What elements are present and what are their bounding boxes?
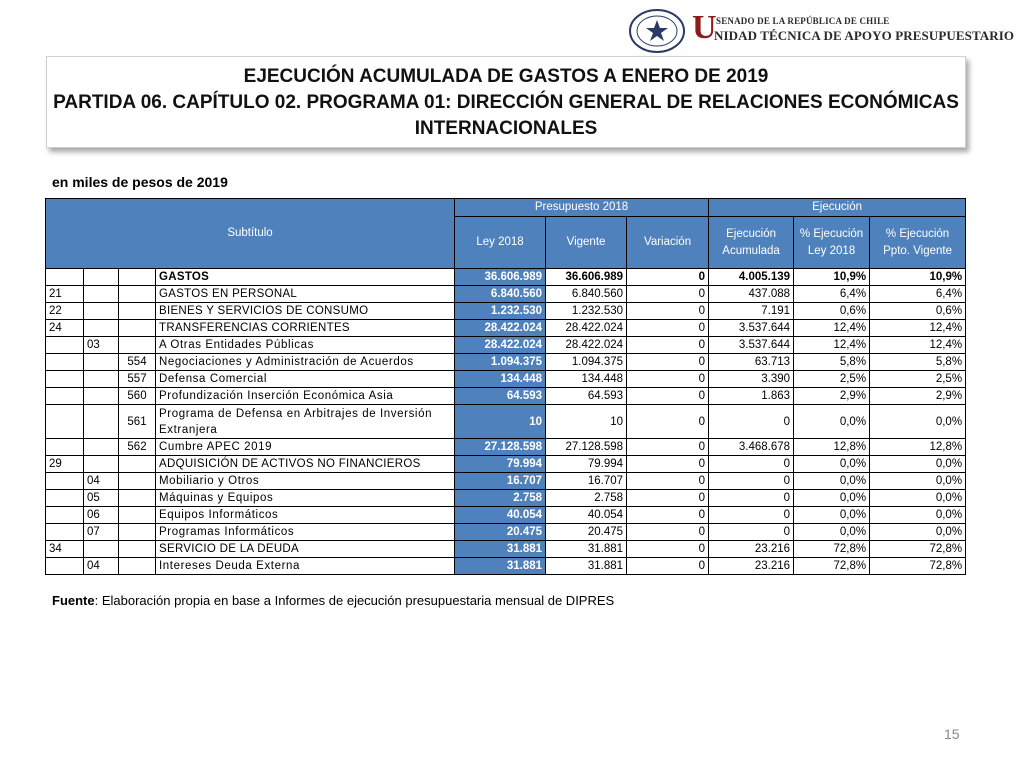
item-cell: 04 [84, 473, 119, 490]
ejecucion-cell: 3.537.644 [709, 320, 794, 337]
source-text: : Elaboración propia en base a Informes de ejecución presupuestaria mensual de DIPRES [94, 593, 615, 608]
pct-ley-cell: 0,0% [794, 473, 870, 490]
pct-vigente-cell: 6,4% [870, 286, 966, 303]
pct-vigente-cell: 72,8% [870, 558, 966, 575]
description-cell: GASTOS [156, 269, 455, 286]
header-subtitulo: Subtítulo [46, 199, 455, 269]
ejecucion-cell: 3.390 [709, 371, 794, 388]
ley-cell: 20.475 [455, 524, 546, 541]
vigente-cell: 134.448 [546, 371, 627, 388]
ley-cell: 79.994 [455, 456, 546, 473]
description-cell: Profundización Inserción Económica Asia [156, 388, 455, 405]
subtitulo-cell [46, 269, 84, 286]
variacion-cell: 0 [627, 269, 709, 286]
subtitulo-cell [46, 558, 84, 575]
subtitulo-cell [46, 439, 84, 456]
source-label: Fuente [52, 593, 95, 608]
variacion-cell: 0 [627, 303, 709, 320]
asignacion-cell [119, 303, 156, 320]
ejecucion-cell: 1.863 [709, 388, 794, 405]
subtitulo-cell [46, 473, 84, 490]
header-ejec-acumulada [709, 217, 794, 269]
vigente-cell: 79.994 [546, 456, 627, 473]
item-cell [84, 405, 119, 439]
ley-cell: 27.128.598 [455, 439, 546, 456]
vigente-cell: 1.232.530 [546, 303, 627, 320]
variacion-cell: 0 [627, 405, 709, 439]
pct-ley-cell: 10,9% [794, 269, 870, 286]
asignacion-cell: 557 [119, 371, 156, 388]
variacion-cell: 0 [627, 490, 709, 507]
ley-cell: 1.094.375 [455, 354, 546, 371]
ley-cell: 10 [455, 405, 546, 439]
ejecucion-cell: 0 [709, 405, 794, 439]
ejecucion-cell: 63.713 [709, 354, 794, 371]
item-cell [84, 269, 119, 286]
header-ley: Ley 2018 [455, 217, 546, 269]
subtitulo-cell: 24 [46, 320, 84, 337]
title-line-2: PARTIDA 06. CAPÍTULO 02. PROGRAMA 01: DIRECCIÓN GENERAL DE RELACIONES ECONÓMICAS [53, 92, 959, 113]
variacion-cell: 0 [627, 320, 709, 337]
brand-initial: U [692, 9, 717, 46]
pct-vigente-cell: 72,8% [870, 541, 966, 558]
variacion-cell: 0 [627, 507, 709, 524]
item-cell [84, 320, 119, 337]
vigente-cell: 6.840.560 [546, 286, 627, 303]
ley-cell: 40.054 [455, 507, 546, 524]
header-pct-ley [794, 217, 870, 269]
variacion-cell: 0 [627, 558, 709, 575]
ejecucion-cell: 7.191 [709, 303, 794, 320]
pct-ley-cell: 12,8% [794, 439, 870, 456]
ley-cell: 28.422.024 [455, 337, 546, 354]
item-cell: 04 [84, 558, 119, 575]
pct-vigente-cell: 0,6% [870, 303, 966, 320]
asignacion-cell [119, 507, 156, 524]
pct-vigente-cell: 2,9% [870, 388, 966, 405]
description-cell: BIENES Y SERVICIOS DE CONSUMO [156, 303, 455, 320]
description-cell: Máquinas y Equipos [156, 490, 455, 507]
asignacion-cell [119, 337, 156, 354]
vigente-cell: 31.881 [546, 558, 627, 575]
ley-cell: 134.448 [455, 371, 546, 388]
units-note: en miles de pesos de 2019 [52, 174, 228, 190]
asignacion-cell [119, 490, 156, 507]
vigente-cell: 28.422.024 [546, 320, 627, 337]
vigente-cell: 20.475 [546, 524, 627, 541]
pct-vigente-cell: 12,8% [870, 439, 966, 456]
subtitulo-cell: 21 [46, 286, 84, 303]
description-cell: Mobiliario y Otros [156, 473, 455, 490]
item-cell: 07 [84, 524, 119, 541]
item-cell [84, 541, 119, 558]
vigente-cell: 31.881 [546, 541, 627, 558]
ejecucion-cell: 0 [709, 473, 794, 490]
vigente-cell: 28.422.024 [546, 337, 627, 354]
subtitulo-cell [46, 405, 84, 439]
header-variacion: Variación [627, 217, 709, 269]
pct-vigente-cell: 10,9% [870, 269, 966, 286]
pct-ley-cell: 0,0% [794, 507, 870, 524]
pct-ley-cell: 2,9% [794, 388, 870, 405]
ejecucion-cell: 0 [709, 490, 794, 507]
variacion-cell: 0 [627, 524, 709, 541]
senate-seal-logo [628, 8, 686, 54]
description-cell: TRANSFERENCIAS CORRIENTES [156, 320, 455, 337]
pct-vigente-cell: 0,0% [870, 507, 966, 524]
variacion-cell: 0 [627, 439, 709, 456]
table-body [46, 269, 966, 575]
table-row [46, 558, 966, 575]
description-cell: Intereses Deuda Externa [156, 558, 455, 575]
table-row [46, 473, 966, 490]
item-cell [84, 354, 119, 371]
ley-cell: 31.881 [455, 558, 546, 575]
vigente-cell: 10 [546, 405, 627, 439]
table-row [46, 439, 966, 456]
subtitulo-cell [46, 388, 84, 405]
description-cell: Programa de Defensa en Arbitrajes de Inversión Extranjera [156, 405, 455, 439]
header-pct-vigente-line2: Ppto. Vigente [883, 244, 952, 257]
pct-vigente-cell: 0,0% [870, 490, 966, 507]
item-cell [84, 456, 119, 473]
ley-cell: 28.422.024 [455, 320, 546, 337]
pct-ley-cell: 0,0% [794, 490, 870, 507]
description-cell: Defensa Comercial [156, 371, 455, 388]
table-row [46, 405, 966, 439]
header-pct-vigente [870, 217, 966, 269]
table-row [46, 269, 966, 286]
table-row [46, 456, 966, 473]
ley-cell: 16.707 [455, 473, 546, 490]
item-cell: 06 [84, 507, 119, 524]
description-cell: Negociaciones y Administración de Acuerdos [156, 354, 455, 371]
ley-cell: 36.606.989 [455, 269, 546, 286]
table-row [46, 286, 966, 303]
header-ejec-acumulada-line2: Acumulada [722, 244, 780, 257]
variacion-cell: 0 [627, 354, 709, 371]
vigente-cell: 1.094.375 [546, 354, 627, 371]
item-cell [84, 371, 119, 388]
header-vigente: Vigente [546, 217, 627, 269]
brand-senate-text: SENADO DE LA REPÚBLICA DE CHILE [716, 16, 890, 26]
pct-vigente-cell: 0,0% [870, 405, 966, 439]
source-note [52, 593, 614, 608]
vigente-cell: 27.128.598 [546, 439, 627, 456]
ejecucion-cell: 3.468.678 [709, 439, 794, 456]
subtitulo-cell [46, 371, 84, 388]
ejecucion-cell: 3.537.644 [709, 337, 794, 354]
title-line-3: INTERNACIONALES [414, 118, 598, 139]
pct-vigente-cell: 0,0% [870, 524, 966, 541]
ley-cell: 64.593 [455, 388, 546, 405]
pct-ley-cell: 2,5% [794, 371, 870, 388]
pct-ley-cell: 72,8% [794, 541, 870, 558]
subtitulo-cell: 22 [46, 303, 84, 320]
brand-unit-text: NIDAD TÉCNICA DE APOYO PRESUPUESTARIO [714, 28, 1015, 43]
description-cell: ADQUISICIÓN DE ACTIVOS NO FINANCIEROS [156, 456, 455, 473]
asignacion-cell [119, 524, 156, 541]
asignacion-cell: 560 [119, 388, 156, 405]
pct-ley-cell: 0,0% [794, 405, 870, 439]
subtitulo-cell [46, 524, 84, 541]
asignacion-cell [119, 269, 156, 286]
header-pct-vigente-line1: % Ejecución [885, 227, 950, 240]
asignacion-cell [119, 558, 156, 575]
ley-cell: 1.232.530 [455, 303, 546, 320]
pct-ley-cell: 12,4% [794, 320, 870, 337]
pct-vigente-cell: 0,0% [870, 473, 966, 490]
item-cell: 03 [84, 337, 119, 354]
item-cell [84, 303, 119, 320]
pct-vigente-cell: 5,8% [870, 354, 966, 371]
table-row [46, 371, 966, 388]
subtitulo-cell [46, 507, 84, 524]
asignacion-cell: 561 [119, 405, 156, 439]
variacion-cell: 0 [627, 456, 709, 473]
description-cell: GASTOS EN PERSONAL [156, 286, 455, 303]
asignacion-cell [119, 320, 156, 337]
ejecucion-cell: 0 [709, 507, 794, 524]
header-ejec-acumulada-line1: Ejecución [726, 227, 776, 240]
subtitulo-cell: 29 [46, 456, 84, 473]
variacion-cell: 0 [627, 388, 709, 405]
description-cell: Cumbre APEC 2019 [156, 439, 455, 456]
table-row [46, 524, 966, 541]
description-cell: Programas Informáticos [156, 524, 455, 541]
asignacion-cell: 562 [119, 439, 156, 456]
title-line-1: EJECUCIÓN ACUMULADA DE GASTOS A ENERO DE 2019 [243, 66, 769, 87]
header-ejecucion: Ejecución [709, 199, 966, 217]
item-cell [84, 286, 119, 303]
budget-table [45, 198, 966, 575]
pct-ley-cell: 5,8% [794, 354, 870, 371]
title-box [46, 56, 966, 148]
description-cell: SERVICIO DE LA DEUDA [156, 541, 455, 558]
variacion-cell: 0 [627, 473, 709, 490]
subtitulo-cell: 34 [46, 541, 84, 558]
ejecucion-cell: 23.216 [709, 541, 794, 558]
page-number: 15 [944, 726, 960, 742]
asignacion-cell [119, 541, 156, 558]
asignacion-cell [119, 456, 156, 473]
table-row [46, 303, 966, 320]
table-row [46, 354, 966, 371]
ley-cell: 6.840.560 [455, 286, 546, 303]
item-cell: 05 [84, 490, 119, 507]
variacion-cell: 0 [627, 286, 709, 303]
pct-vigente-cell: 2,5% [870, 371, 966, 388]
pct-ley-cell: 72,8% [794, 558, 870, 575]
pct-vigente-cell: 12,4% [870, 320, 966, 337]
pct-vigente-cell: 0,0% [870, 456, 966, 473]
ejecucion-cell: 0 [709, 524, 794, 541]
ejecucion-cell: 0 [709, 456, 794, 473]
item-cell [84, 388, 119, 405]
ejecucion-cell: 4.005.139 [709, 269, 794, 286]
description-cell: A Otras Entidades Públicas [156, 337, 455, 354]
vigente-cell: 16.707 [546, 473, 627, 490]
vigente-cell: 2.758 [546, 490, 627, 507]
vigente-cell: 64.593 [546, 388, 627, 405]
pct-ley-cell: 6,4% [794, 286, 870, 303]
table-row [46, 541, 966, 558]
table-row [46, 490, 966, 507]
description-cell: Equipos Informáticos [156, 507, 455, 524]
table-row [46, 320, 966, 337]
pct-ley-cell: 12,4% [794, 337, 870, 354]
table-row [46, 507, 966, 524]
vigente-cell: 40.054 [546, 507, 627, 524]
pct-ley-cell: 0,6% [794, 303, 870, 320]
variacion-cell: 0 [627, 337, 709, 354]
asignacion-cell: 554 [119, 354, 156, 371]
asignacion-cell [119, 473, 156, 490]
table-row [46, 388, 966, 405]
header-presupuesto: Presupuesto 2018 [455, 199, 709, 217]
table-row [46, 337, 966, 354]
pct-ley-cell: 0,0% [794, 456, 870, 473]
subtitulo-cell [46, 337, 84, 354]
variacion-cell: 0 [627, 371, 709, 388]
ejecucion-cell: 437.088 [709, 286, 794, 303]
header-pct-ley-line2: Ley 2018 [807, 244, 856, 257]
vigente-cell: 36.606.989 [546, 269, 627, 286]
ejecucion-cell: 23.216 [709, 558, 794, 575]
item-cell [84, 439, 119, 456]
pct-ley-cell: 0,0% [794, 524, 870, 541]
pct-vigente-cell: 12,4% [870, 337, 966, 354]
header-pct-ley-line1: % Ejecución [799, 227, 864, 240]
asignacion-cell [119, 286, 156, 303]
subtitulo-cell [46, 490, 84, 507]
ley-cell: 2.758 [455, 490, 546, 507]
variacion-cell: 0 [627, 541, 709, 558]
subtitulo-cell [46, 354, 84, 371]
ley-cell: 31.881 [455, 541, 546, 558]
